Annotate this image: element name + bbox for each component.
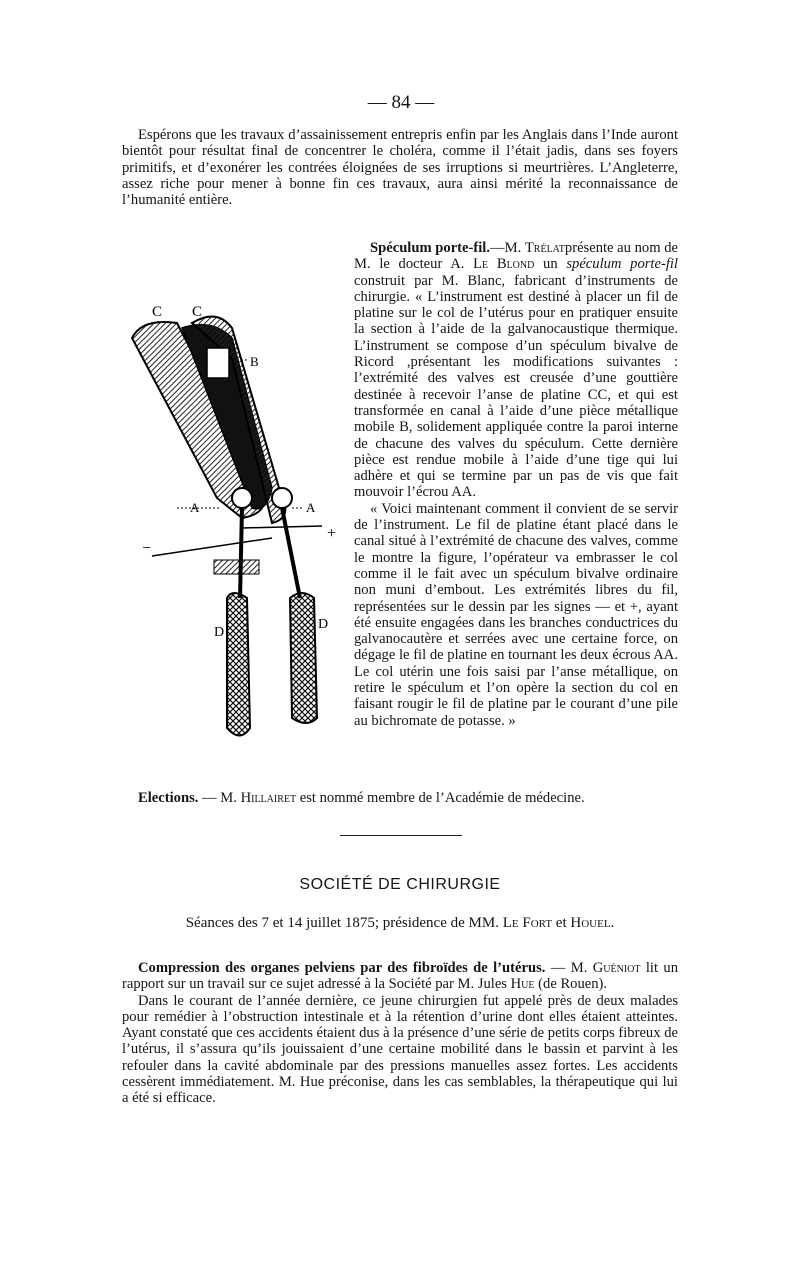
seances-line (122, 915, 678, 932)
speculum-paragraph-2-visible: « Voici maintenant comment il convient de se servir de l’instrument. Le fil de platine étant placé dans le canal situé à l’extrémité de chacune des valves, comme le montre la figure, l’opérateur va embrasser le col comme il le fait avec un spéculum bivalve ordinaire non muni d’embout. Les extrémités libres du fil, représentées sur le dessin par les signes — et +, ayant été ensuite engagées dans les branches conductrices du galvanocautère et serrées avec une certaine force, on dégage le fil de platine en tournant les deux écrous AA. Le col utérin une fois saisi par l’anse métallique, on retire le spéculum et l’on opère la section du col en faisant rougir le fil de platine par le courant d’une pile au bichromate de potasse. » (354, 500, 678, 729)
speculum-text-3: construit par M. Blanc, fabricant d’instruments de chirurgie. « L’instrument est destiné à placer un fil de platine sur le col de l’utérus pour en pratiquer ensuite la section à l’aide de la galvanocaustique thermique. L’instrument se compose d’un spéculum bivalve de Ricord ,présentant les modifications suivantes : l’extrémité des valves est creusée d’une gouttière destinée à recevoir l’anse de platine CC, et qui est transformée en canal à l’aide d’une pièce métallique mobile B, solidement appliquée contre la paroi interne de chacune des valves du spéculum. Cette dernière pièce est rendue mobile à l’aide d’une tige qui lui adhère et qui se termine par un pas de vis que fait mouvoir l’écrou AA. (354, 272, 678, 501)
speculum-illustration (122, 298, 352, 746)
compression-text-2: (de Rouen). (534, 976, 608, 993)
label-c2: C (192, 304, 203, 320)
elections-name: Hillairet (240, 790, 297, 806)
separator-rule (340, 835, 462, 836)
paragraph-cholera: Espérons que les travaux d’assainissement entrepris enfin par les Anglais dans l’Inde auront bientôt pour résultat final de concentrer le choléra, comme il l’était jadis, dans ses foyers primitifs, et d’exonérer les contrées éloignées de ses irruptions si meurtrières. L’Angleterre, assez riche pour mener à bonne fin ces travaux, aura ainsi mérité la reconnaissance de l’humanité entière. (122, 127, 678, 209)
seances-pre: Séances des 7 et 14 juillet 1875; présidence de MM. (185, 915, 503, 931)
compression-heading: Compression des organes pelviens par des fibroïdes de l’utérus. (138, 960, 546, 976)
compression-paragraph: Dans le courant de l’année dernière, ce jeune chirurgien fut appelé près de deux malades pour remédier à l’obstruction intestinale et à la rétention d’urine dont elles étaient atteintes. Ayant constaté que ces accidents étaient dus à la présence d’une série de petits corps fibreux de l’utérus, il s’assura qu’ils jouissaient d’une certaine mobilité dans le bassin et parvint à les refouler dans la cavité abdominale par des pressions manuelles assez fortes. Les accidents cessèrent immédiatement. M. Hue préconise, dans les cas semblables, la thérapeutique qui lui a été si efficace. (122, 992, 678, 1107)
elections-text: est nommé membre de l’Académie de médecine. (296, 790, 585, 806)
seances-end: . (610, 915, 615, 931)
speculum-figure (122, 298, 352, 746)
page-number: — 84 — (367, 92, 435, 113)
society-title: SOCIÉTÉ DE CHIRURGIE (299, 876, 501, 893)
compression-name: Guéniot (592, 960, 641, 976)
speculum-text-1: présente au nom de M. le docteur A. (354, 240, 678, 273)
speculum-name-leblond: Le Blond (473, 256, 535, 273)
label-a2: A (306, 500, 316, 515)
speculum-name-trelat: Trélat (524, 240, 565, 256)
seances-and: et (552, 915, 571, 931)
label-minus: − (142, 540, 152, 557)
speculum-text-2: un (534, 256, 567, 273)
label-b: B (250, 354, 259, 369)
label-plus: + (327, 525, 337, 542)
label-d2: D (318, 617, 329, 632)
elections-dash: — M. (198, 790, 241, 806)
president-1: Le Fort (502, 915, 553, 931)
speculum-italic: spéculum porte-fil (566, 256, 678, 273)
compression-name-2: Hue (510, 976, 535, 993)
speculum-dash: —M. (490, 240, 525, 256)
label-d1: D (214, 625, 225, 640)
compression-section (122, 960, 678, 1107)
speculum-heading: Spéculum porte-fil. (370, 240, 490, 256)
compression-text-1: lit un rapport sur un travail sur ce sujet adressé à la Société par M. Jules (122, 960, 678, 993)
compression-dash: — M. (545, 960, 593, 976)
elections-heading: Elections. (138, 790, 199, 806)
elections-paragraph (122, 790, 678, 806)
label-c1: C (152, 304, 163, 320)
label-a1: A (190, 500, 200, 515)
president-2: Houel (570, 915, 611, 931)
